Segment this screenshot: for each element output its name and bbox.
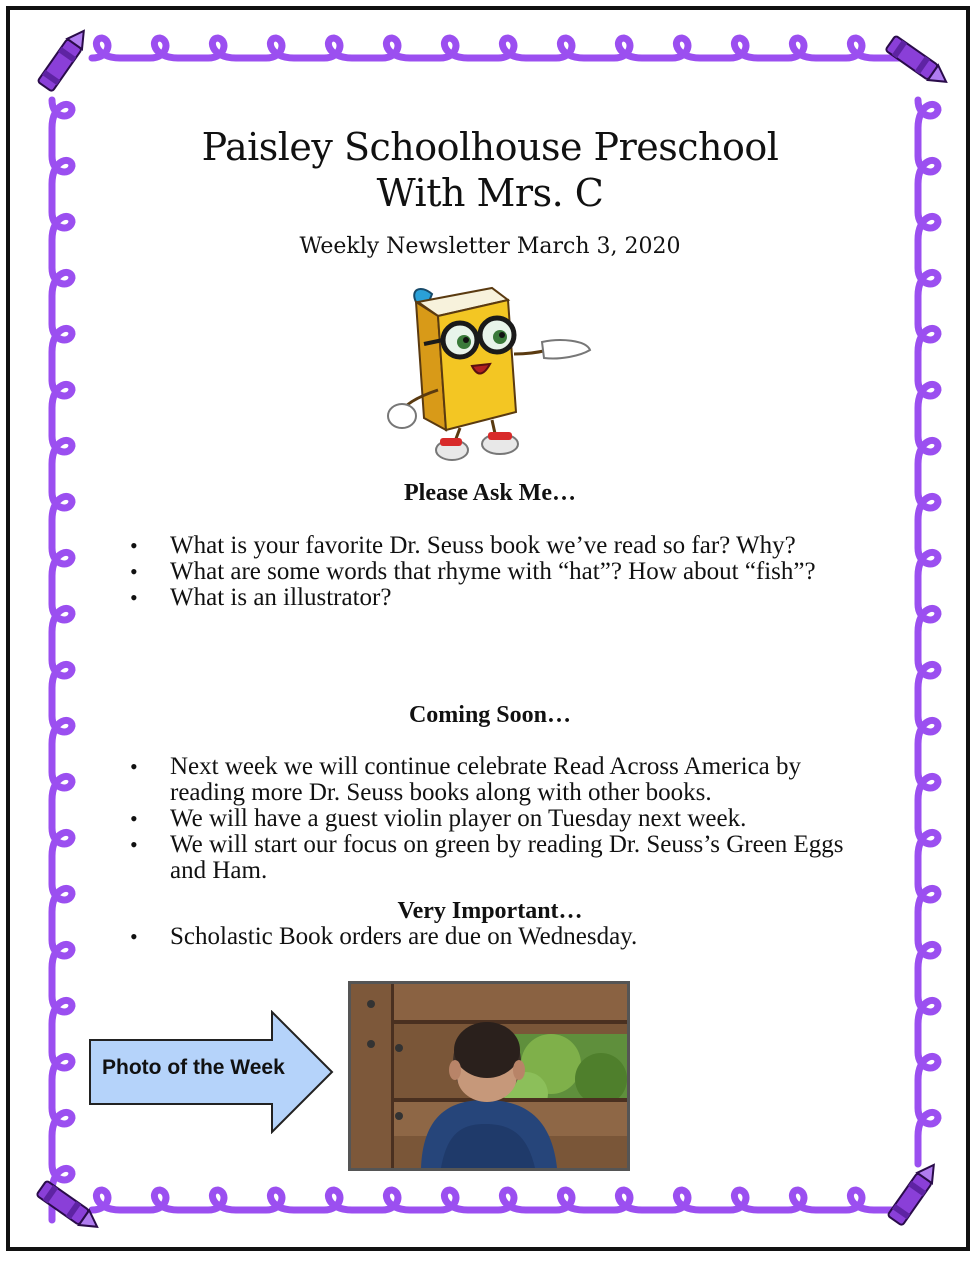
list-item: • Scholastic Book orders are due on Wednesday.: [130, 924, 870, 950]
coming-soon-list: [130, 754, 870, 884]
newsletter-title-line2: With Mrs. C: [376, 171, 604, 215]
list-item: • We will start our focus on green by reading Dr. Seuss’s Green Eggs and Ham.: [130, 832, 870, 884]
ask-section-heading: Please Ask Me…: [404, 480, 576, 506]
list-item: • We will have a guest violin player on Tuesday next week.: [130, 806, 870, 832]
crayon-icon-bottom-right: [887, 1160, 941, 1226]
very-important-heading: Very Important…: [397, 898, 583, 924]
crayon-icon-top-right: [885, 35, 951, 89]
photo-of-the-week-label: Photo of the Week: [102, 1056, 285, 1079]
photo-of-the-week-image: [348, 981, 630, 1171]
very-important-list: [130, 924, 870, 950]
newsletter-title-line1: Paisley Schoolhouse Preschool: [201, 125, 779, 169]
list-item: • Next week we will continue celebrate Read Across America by reading more Dr. Seuss books along with other books.: [130, 754, 870, 806]
photo-scene: [351, 984, 627, 1168]
ask-question-list: [130, 533, 870, 611]
list-item: • What is your favorite Dr. Seuss book we’ve read so far? Why?: [130, 533, 870, 559]
crayon-icon-top-left: [37, 26, 91, 92]
list-item: • What are some words that rhyme with “hat”? How about “fish”?: [130, 559, 870, 585]
list-item: • What is an illustrator?: [130, 585, 870, 611]
coming-soon-heading: Coming Soon…: [408, 702, 572, 728]
book-mascot-icon: [380, 280, 600, 470]
newsletter-subtitle: Weekly Newsletter March 3, 2020: [299, 234, 681, 259]
